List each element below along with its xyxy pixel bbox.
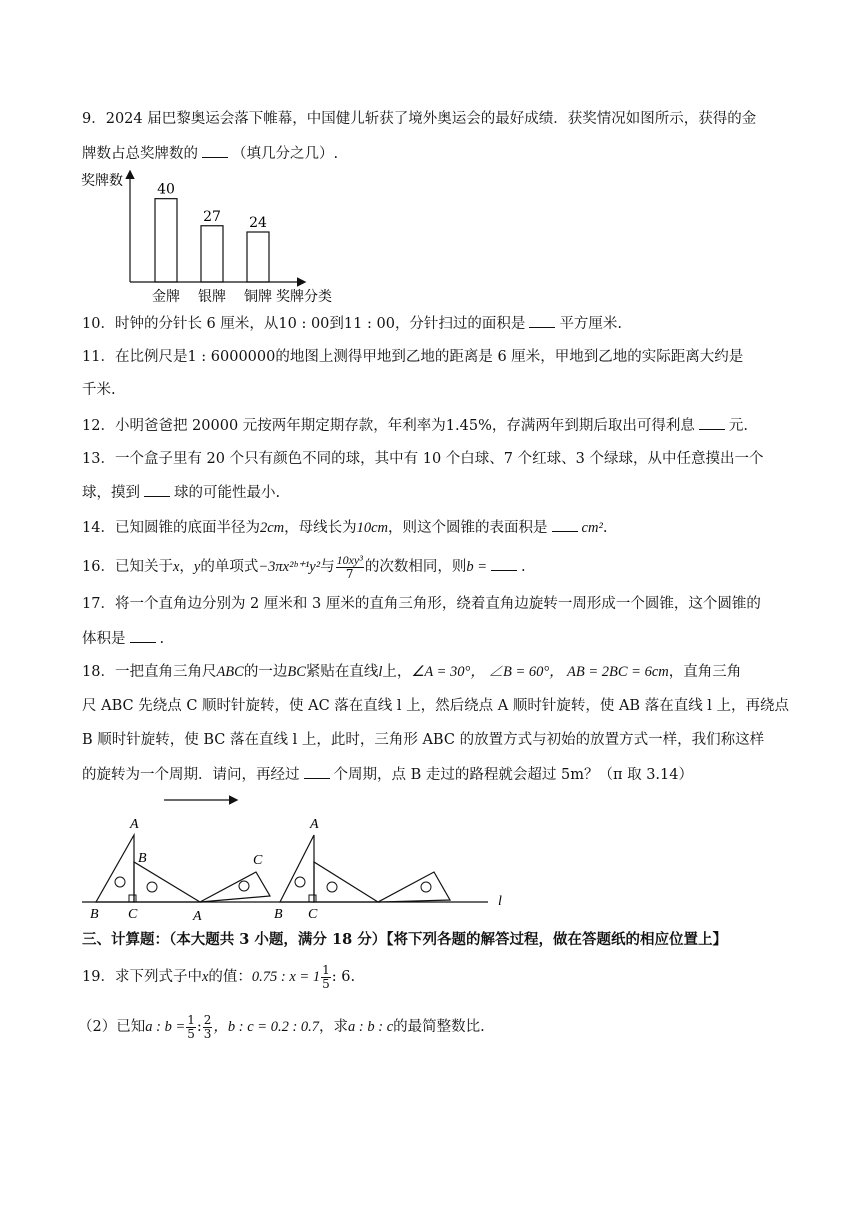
q16	[82, 552, 782, 582]
q17-line2	[82, 628, 782, 649]
q10-answer-blank[interactable]	[529, 313, 555, 328]
q19-frac-num: 1	[322, 962, 330, 977]
label-C-3: C	[308, 907, 318, 920]
category-label-1: 银牌	[198, 289, 226, 305]
q10-text-a: 10．时钟的分针长 6 厘米，从	[82, 316, 279, 332]
q17-answer-blank[interactable]	[130, 628, 156, 643]
bar-value-label-0: 40	[157, 181, 175, 198]
label-A-2: A	[193, 909, 202, 920]
q19b-frac1-den: 5	[187, 1026, 195, 1041]
q12-text-c: 元.	[728, 418, 748, 434]
label-B-3: B	[274, 907, 283, 920]
q10-time1: 10 : 00	[278, 316, 330, 332]
q9-line1: 9．2024 届巴黎奥运会落下帷幕，中国健儿斩获了境外奥运会的最好成绩．获奖情况如图所示，获得的金	[82, 111, 757, 127]
label-A-1: A	[130, 817, 139, 832]
q12-rate: 1.45%	[445, 418, 492, 434]
q19-expr1: 0.75 : x = 1	[251, 969, 321, 985]
q11-scale: 1 : 6000000	[187, 349, 276, 365]
x-axis-label: 奖牌分类	[276, 289, 332, 305]
q19b-colon: :	[196, 1019, 202, 1035]
q14-text-b: ，母线长为	[284, 520, 357, 536]
q14-text-c: ，则这个圆锥的表面积是	[388, 520, 548, 536]
q18-t2: ABC	[216, 664, 244, 680]
q9-text-b: （填几分之几）.	[232, 146, 339, 162]
q17-text-a: 体积是	[82, 631, 126, 647]
q19	[82, 962, 782, 992]
q12-answer-blank[interactable]	[699, 415, 725, 430]
q18-text-b: 个周期，点 B 走过的路程就会超过 5m？（π 取 3.14）	[333, 767, 693, 783]
q18-t9: ，直角三角	[668, 664, 742, 680]
q16-text-c: 与	[320, 559, 335, 575]
q12-text-b: ，存满两年到期后取出可得利息	[491, 418, 695, 434]
category-label-0: 金牌	[152, 289, 180, 305]
q19b-bc: ，b : c = 0.2 : 0.7	[213, 1019, 320, 1035]
q19b-ab: a : b =	[145, 1019, 186, 1035]
q9-line2	[82, 143, 782, 164]
q14-text-d: .	[602, 520, 608, 536]
label-C-2: C	[253, 853, 263, 868]
hole-2	[147, 882, 157, 892]
q18-text-a: 的旋转为一个周期．请问，再经过	[82, 767, 300, 783]
q18-t7: 上，	[382, 664, 412, 680]
q13-line1: 13．一个盒子里有 20 个只有颜色不同的球，其中有 10 个白球、7 个红球、3 个绿球，从中任意摸出一个	[82, 451, 764, 467]
q9-answer-blank[interactable]	[202, 143, 228, 158]
q18-line4	[82, 764, 782, 785]
triangle-4	[280, 835, 314, 902]
q13-answer-blank[interactable]	[144, 482, 170, 497]
q19b-frac1-num: 1	[187, 1012, 195, 1027]
triangle-6	[378, 872, 450, 902]
q17-line1: 17．将一个直角边分别为 2 厘米和 3 厘米的直角三角形，绕着直角边旋转一周形成一个圆锥，这个圆锥的	[82, 596, 761, 612]
q16-b-equals: b =	[466, 559, 488, 575]
triangle-1	[96, 835, 134, 902]
hole-1	[115, 877, 125, 887]
triangle-5	[314, 862, 378, 902]
right-angle-mark-1	[129, 895, 136, 902]
q16-sep: ，	[179, 559, 194, 575]
q19-text-a: 19．求下列式子中	[82, 969, 202, 985]
bar-2	[247, 232, 269, 282]
q18-t1: 18．一把直角三角尺	[82, 664, 217, 680]
q16-x: x	[172, 559, 180, 575]
q19b-frac2	[203, 1014, 213, 1041]
hole-5	[327, 882, 337, 892]
q12-text-a: 12．小明爸爸把 20000 元按两年期定期存款，年利率为	[82, 418, 446, 434]
bar-value-label-1: 27	[203, 208, 221, 225]
label-C-1: C	[128, 907, 138, 920]
category-label-2: 铜牌	[244, 289, 272, 305]
hole-6	[421, 882, 431, 892]
q11-line1	[82, 347, 782, 367]
q10	[82, 313, 782, 334]
q19b-frac2-den: 3	[203, 1026, 212, 1041]
q10-text-b: 到	[329, 316, 344, 332]
label-l: l	[498, 894, 502, 909]
q16-text-e: .	[521, 559, 526, 575]
q10-text-c: ，分针扫过的面积是	[394, 316, 526, 332]
triangle-2	[134, 862, 200, 902]
q18-t4: BC	[287, 664, 306, 680]
hole-4	[295, 877, 305, 887]
bar-1	[201, 226, 223, 282]
q14-slant: 10cm	[356, 520, 389, 536]
q19-text-c: .	[350, 969, 356, 985]
q19b-text-a: （2）已知	[78, 1019, 146, 1035]
q18-line3: B 顺时针旋转，使 BC 落在直线 l 上，此时，三角形 ABC 的放置方式与初始的放置方式一样，我们称这样	[82, 732, 765, 748]
q13-line2	[82, 482, 782, 503]
bar-0	[155, 199, 177, 282]
q18-t5: 紧贴在直线	[305, 664, 379, 680]
q12	[82, 415, 782, 436]
q18-line2: 尺 ABC 先绕点 C 顺时针旋转，使 AC 落在直线 l 上，然后绕点 A 顺时针旋转，使 AB 落在直线 l 上，再绕点	[82, 698, 790, 714]
label-A-3: A	[310, 817, 319, 832]
q19-part2	[78, 1010, 778, 1044]
q14-unit: cm²	[581, 520, 603, 536]
y-axis-label: 奖牌数	[81, 173, 123, 189]
triangle-3	[200, 872, 270, 902]
q13-text-a: 球，摸到	[82, 485, 140, 501]
label-B-1: B	[138, 851, 147, 866]
q19-x: x	[201, 969, 209, 985]
q16-frac-num: 10xy³	[336, 552, 363, 567]
q18-t6: l	[378, 664, 383, 680]
bar-value-label-2: 24	[249, 215, 267, 231]
q19b-text-b: ，求	[319, 1019, 349, 1035]
q17-text-b: .	[159, 631, 165, 647]
q16-y: y	[193, 559, 201, 575]
rotation-figure	[78, 790, 778, 920]
q16-frac-den: 7	[345, 566, 354, 581]
q16-text-a: 16．已知关于	[82, 559, 173, 575]
q10-text-d: 平方厘米.	[559, 316, 623, 332]
label-B-2: B	[90, 907, 99, 920]
q19-fraction	[321, 964, 331, 991]
q19-frac-den: 5	[322, 976, 330, 991]
q9-text-a: 牌数占总奖牌数的	[82, 146, 198, 162]
hole-3	[239, 881, 249, 891]
q19b-frac1	[186, 1014, 196, 1041]
q11-text-a: 11．在比例尺是	[82, 349, 188, 365]
q13-text-b: 球的可能性最小.	[174, 485, 281, 501]
section-3-heading: 三、计算题：（本大题共 3 小题，满分 18 分）【将下列各题的解答过程，做在答题纸的相应位置上】	[82, 931, 727, 948]
q16-text-b: 的单项式	[200, 559, 259, 575]
q19-text-b: 的值：	[208, 969, 252, 985]
right-angle-mark-2	[309, 895, 316, 902]
q19b-frac2-num: 2	[203, 1012, 212, 1027]
q18-t3: 的一边	[243, 664, 288, 680]
q14-answer-blank[interactable]	[552, 517, 578, 532]
q16-fraction	[336, 554, 364, 581]
q14	[82, 517, 782, 538]
q10-time2: 11 : 00	[343, 316, 395, 332]
q16-text-d: 的次数相同，则	[364, 559, 467, 575]
q11-text-b: 的地图上测得甲地到乙地的距离是 6 厘米，甲地到乙地的实际距离大约是	[275, 349, 744, 365]
q18-line1	[82, 662, 782, 682]
medal-bar-chart	[78, 168, 378, 308]
q16-answer-blank[interactable]	[491, 556, 517, 571]
q18-t8: ∠A = 30°， ∠B = 60°， AB = 2BC = 6cm	[411, 664, 669, 680]
q19b-abc: a : b : c	[348, 1019, 394, 1035]
q14-text-a: 14．已知圆锥的底面半径为	[82, 520, 260, 536]
q18-answer-blank[interactable]	[304, 764, 330, 779]
q19b-text-c: 的最简整数比.	[393, 1019, 485, 1035]
q11-line2: 千米.	[82, 382, 116, 398]
q14-radius: 2cm	[259, 520, 285, 536]
q19-expr2: : 6	[331, 969, 351, 985]
q16-monomial: −3πx²ᵇ⁺¹y²	[258, 559, 321, 575]
